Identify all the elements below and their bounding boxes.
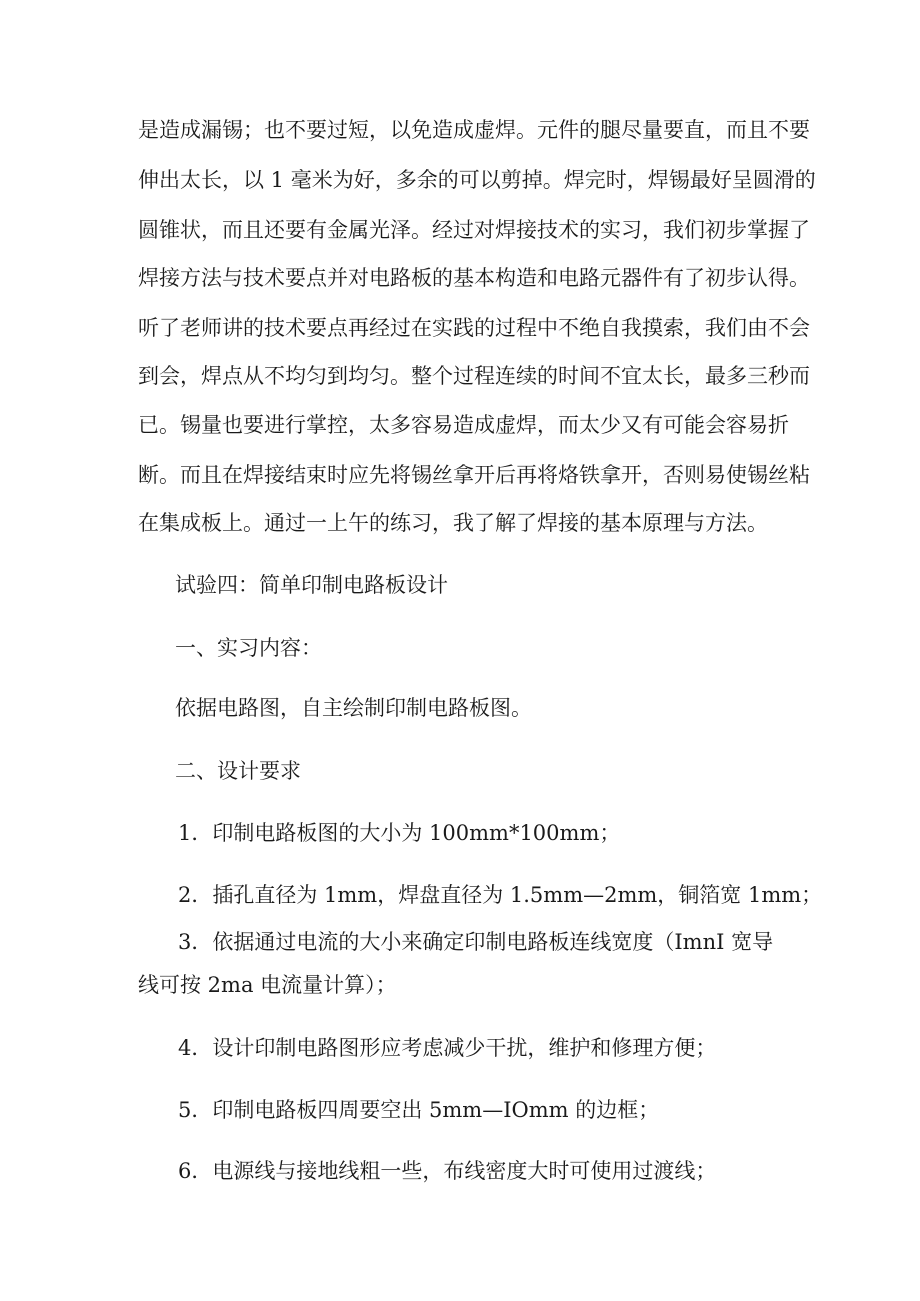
paragraph-line: 伸出太长，以 1 毫米为好，多余的可以剪掉。焊完时，焊锡最好呈圆滑的 [138,168,816,192]
paragraph-line: 到会，焊点从不均匀到均匀。整个过程连续的时间不宜太长，最多三秒而 [138,364,810,388]
requirement-item-continued: 线可按 2ma 电流量计算）； [138,973,397,997]
content-text: 依据电路图，自主绘制印制电路板图。 [175,696,532,720]
requirement-item: 6．电源线与接地线粗一些，布线密度大时可使用过渡线； [178,1159,717,1183]
paragraph-line: 已。锡量也要进行掌控，太多容易造成虚焊，而太少又有可能会容易折 [138,413,789,437]
content-heading: 一、实习内容： [175,636,322,660]
paragraph-line: 焊接方法与技术要点并对电路板的基本构造和电路元器件有了初步认得。 [138,266,810,290]
paragraph-line: 是造成漏锡；也不要过短，以免造成虚焊。元件的腿尽量要直，而且不要 [138,118,810,142]
paragraph-line: 听了老师讲的技术要点再经过在实践的过程中不绝自我摸索，我们由不会 [138,316,810,340]
section-title: 试验四：简单印制电路板设计 [175,573,448,597]
requirement-item: 3．依据通过电流的大小来确定印制电路板连线宽度（ImnI 宽导 [178,930,774,954]
requirement-item: 2．插孔直径为 1mm，焊盘直径为 1.5mm—2mm，铜箔宽 1mm； [178,883,823,907]
requirement-item: 5．印制电路板四周要空出 5mm—IOmm 的边框； [178,1098,660,1122]
requirement-item: 4．设计印制电路图形应考虑减少干扰，维护和修理方便； [178,1036,717,1060]
paragraph-line: 在集成板上。通过一上午的练习，我了解了焊接的基本原理与方法。 [138,511,768,535]
requirements-heading: 二、设计要求 [175,759,301,783]
paragraph-line: 断。而且在焊接结束时应先将锡丝拿开后再将烙铁拿开，否则易使锡丝粘 [138,463,810,487]
requirement-item: 1．印制电路板图的大小为 100mm*100mm； [178,821,621,845]
paragraph-line: 圆锥状，而且还要有金属光泽。经过对焊接技术的实习，我们初步掌握了 [138,218,810,242]
